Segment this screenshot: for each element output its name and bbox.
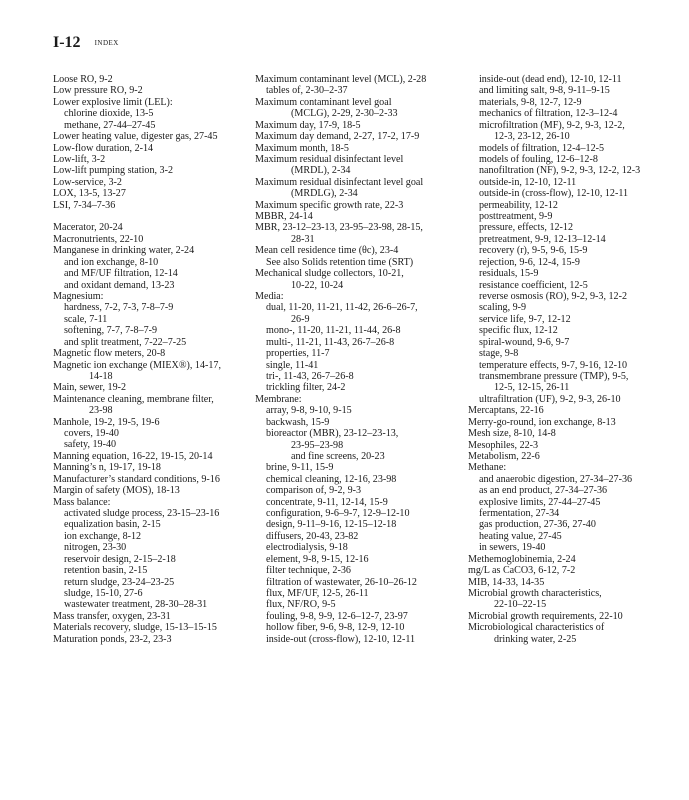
index-entry: Mechanical sludge collectors, 10-21, <box>255 268 404 280</box>
index-entry: configuration, 9-6–9-7, 12-9–12-10 <box>266 508 410 520</box>
index-entry: nanofiltration (NF), 9-2, 9-3, 12-2, 12-3 <box>479 165 641 177</box>
index-entry: properties, 11-7 <box>266 348 330 360</box>
index-entry: Low-lift, 3-2 <box>53 153 106 165</box>
index-entry: 14-18 <box>89 370 113 382</box>
index-entry: array, 9-8, 9-10, 9-15 <box>266 405 352 417</box>
index-entry: Membrane: <box>255 393 302 405</box>
index-entry: equalization basin, 2-15 <box>64 519 161 531</box>
index-entry: and fine screens, 20-23 <box>291 450 385 462</box>
index-entry: MBBR, 24-14 <box>255 211 313 223</box>
index-entry: Microbial growth characteristics, <box>468 587 602 599</box>
index-entry: Metabolism, 22-6 <box>468 450 540 462</box>
index-entry: nitrogen, 23-30 <box>64 542 127 554</box>
index-entry: hardness, 7-2, 7-3, 7-8–7-9 <box>64 302 174 314</box>
index-column-1 <box>53 74 249 645</box>
index-entry: Microbial growth requirements, 22-10 <box>468 610 623 622</box>
index-entry: Manufacturer’s standard conditions, 9-16 <box>53 473 220 485</box>
index-entry: Macronutrients, 22-10 <box>53 233 144 245</box>
index-entry: and anaerobic digestion, 27-34–27-36 <box>479 473 633 485</box>
index-entry: Microbiological characteristics of <box>468 622 605 634</box>
index-entry: Mass transfer, oxygen, 23-31 <box>53 610 171 622</box>
index-entry: Methane: <box>468 462 507 474</box>
index-entry: Magnetic ion exchange (MIEX®), 14-17, <box>53 359 221 371</box>
index-entry: mg/L as CaCO3, 6-12, 7-2 <box>468 565 576 577</box>
index-entry: LOX, 13-5, 13-27 <box>53 188 126 200</box>
index-entry: Loose RO, 9-2 <box>53 74 113 85</box>
index-entry: bioreactor (MBR), 23-12–23-13, <box>266 428 399 440</box>
index-entry: Maximum month, 18-5 <box>255 142 349 154</box>
index-entry: 23-95–23-98 <box>291 439 344 451</box>
index-entry: Manhole, 19-2, 19-5, 19-6 <box>53 416 160 428</box>
index-entry: reverse osmosis (RO), 9-2, 9-3, 12-2 <box>479 291 628 303</box>
index-entry: Maximum day demand, 2-27, 17-2, 17-9 <box>255 131 420 143</box>
index-entry: fermentation, 27-34 <box>479 508 560 520</box>
index-entry: pressure, effects, 12-12 <box>479 222 573 234</box>
index-entry: and limiting salt, 9-8, 9-11–9-15 <box>479 85 610 97</box>
index-entry: safety, 19-40 <box>64 439 117 451</box>
page-header <box>53 34 119 52</box>
index-entry: element, 9-8, 9-15, 12-16 <box>266 553 369 565</box>
index-entry: Macerator, 20-24 <box>53 222 123 234</box>
index-entry: Low pressure RO, 9-2 <box>53 85 143 97</box>
page-number: I-12 <box>53 34 81 51</box>
index-entry: models of fouling, 12-6–12-8 <box>479 153 598 165</box>
index-entry: temperature effects, 9-7, 9-16, 12-10 <box>479 359 628 371</box>
index-entry: MBR, 23-12–23-13, 23-95–23-98, 28-15, <box>255 222 423 234</box>
index-entry: trickling filter, 24-2 <box>266 382 346 394</box>
index-entry: Low-flow duration, 2-14 <box>53 142 154 154</box>
index-entry: and oxidant demand, 13-23 <box>64 279 175 291</box>
index-entry: and MF/UF filtration, 12-14 <box>64 268 178 280</box>
index-entry: Lower explosive limit (LEL): <box>53 96 173 108</box>
index-entry: 23-98 <box>89 405 113 417</box>
index-entry: filtration of wastewater, 26-10–26-12 <box>266 576 417 588</box>
index-entry: pretreatment, 9-9, 12-13–12-14 <box>479 233 606 245</box>
index-entry: scale, 7-11 <box>64 313 108 325</box>
index-entry: Maximum specific growth rate, 22-3 <box>255 199 404 211</box>
index-entry: wastewater treatment, 28-30–28-31 <box>64 599 208 611</box>
index-entry: Maturation ponds, 23-2, 23-3 <box>53 633 172 645</box>
index-entry: gas production, 27-36, 27-40 <box>479 519 596 531</box>
index-entry: 12-5, 12-15, 26-11 <box>494 382 570 394</box>
index-entry: Mean cell residence time (θc), 23-4 <box>255 245 399 257</box>
index-entry: resistance coefficient, 12-5 <box>479 279 588 291</box>
index-entry: diffusers, 20-43, 23-82 <box>266 530 359 542</box>
index-entry: Maximum contaminant level (MCL), 2-28 <box>255 74 427 85</box>
index-entry: 28-31 <box>291 233 315 245</box>
index-entry: dual, 11-20, 11-21, 11-42, 26-6–26-7, <box>266 302 418 314</box>
index-entry: softening, 7-7, 7-8–7-9 <box>64 325 158 337</box>
index-entry: Low-lift pumping station, 3-2 <box>53 165 173 177</box>
index-entry: inside-out (cross-flow), 12-10, 12-11 <box>266 633 416 645</box>
index-entry: Methemoglobinemia, 2-24 <box>468 553 576 565</box>
index-entry: fouling, 9-8, 9-9, 12-6–12-7, 23-97 <box>266 610 408 622</box>
index-entry: return sludge, 23-24–23-25 <box>64 576 175 588</box>
index-entry: (MRDLG), 2-34 <box>291 188 358 200</box>
index-entry: recovery (r), 9-5, 9-6, 15-9 <box>479 245 588 257</box>
index-entry: spiral-wound, 9-6, 9-7 <box>479 336 570 348</box>
index-entry: Maintenance cleaning, membrane filter, <box>53 393 214 405</box>
index-entry: Maximum contaminant level goal <box>255 96 392 108</box>
index-entry: Margin of safety (MOS), 18-13 <box>53 485 180 497</box>
index-entry: ultrafiltration (UF), 9-2, 9-3, 26-10 <box>479 393 621 405</box>
index-entry: as an end product, 27-34–27-36 <box>479 485 608 497</box>
index-entry: mechanics of filtration, 12-3–12-4 <box>479 108 618 120</box>
index-entry: Manning equation, 16-22, 19-15, 20-14 <box>53 450 213 462</box>
index-entry: Manning’s n, 19-17, 19-18 <box>53 462 161 474</box>
index-entry: chlorine dioxide, 13-5 <box>64 108 154 120</box>
index-entry: specific flux, 12-12 <box>479 325 558 337</box>
index-entry: Materials recovery, sludge, 15-13–15-15 <box>53 622 217 634</box>
index-entry: scaling, 9-9 <box>479 302 527 314</box>
index-entry: outside-in, 12-10, 12-11 <box>479 176 577 188</box>
index-entry: microfiltration (MF), 9-2, 9-3, 12-2, <box>479 119 625 131</box>
index-entry: permeability, 12-12 <box>479 199 558 211</box>
index-entry: Maximum residual disinfectant level <box>255 153 404 165</box>
running-head: INDEX <box>94 39 119 47</box>
index-entry: Maximum residual disinfectant level goal <box>255 176 424 188</box>
index-entry: retention basin, 2-15 <box>64 565 148 577</box>
index-entry: Magnetic flow meters, 20-8 <box>53 348 166 360</box>
index-entry: multi-, 11-21, 11-43, 26-7–26-8 <box>266 336 395 348</box>
index-entry: rejection, 9-6, 12-4, 15-9 <box>479 256 580 268</box>
index-entry: flux, MF/UF, 12-5, 26-11 <box>266 587 369 599</box>
index-entry: electrodialysis, 9-18 <box>266 542 348 554</box>
index-entry: 10-22, 10-24 <box>291 279 344 291</box>
index-entry: Main, sewer, 19-2 <box>53 382 127 394</box>
index-entry: transmembrane pressure (TMP), 9-5, <box>479 370 629 382</box>
index-entry: tri-, 11-43, 26-7–26-8 <box>266 370 354 382</box>
index-entry: service life, 9-7, 12-12 <box>479 313 571 325</box>
index-entry: LSI, 7-34–7-36 <box>53 199 116 211</box>
index-entry: flux, NF/RO, 9-5 <box>266 599 336 611</box>
index-entry: models of filtration, 12-4–12-5 <box>479 142 605 154</box>
index-entry: Mesophiles, 22-3 <box>468 439 539 451</box>
index-entry: materials, 9-8, 12-7, 12-9 <box>479 96 582 108</box>
index-entry: design, 9-11–9-16, 12-15–12-18 <box>266 519 397 531</box>
index-entry: explosive limits, 27-44–27-45 <box>479 496 601 508</box>
index-entry: in sewers, 19-40 <box>479 542 546 554</box>
index-entry: stage, 9-8 <box>479 348 519 360</box>
index-entry: mono-, 11-20, 11-21, 11-44, 26-8 <box>266 325 401 337</box>
index-entry: 22-10–22-15 <box>494 599 547 611</box>
index-entry: Lower heating value, digester gas, 27-45 <box>53 131 218 143</box>
index-entry: ion exchange, 8-12 <box>64 530 142 542</box>
index-entry: MIB, 14-33, 14-35 <box>468 576 545 588</box>
index-entry: Mass balance: <box>53 496 111 508</box>
index-column-3 <box>468 74 683 645</box>
index-column-2 <box>255 74 465 645</box>
index-entry: drinking water, 2-25 <box>494 633 577 645</box>
index-entry: Mesh size, 8-10, 14-8 <box>468 428 556 440</box>
index-entry: sludge, 15-10, 27-6 <box>64 587 143 599</box>
index-entry: hollow fiber, 9-6, 9-8, 12-9, 12-10 <box>266 622 405 634</box>
index-entry: comparison of, 9-2, 9-3 <box>266 485 362 497</box>
index-entry: Mercaptans, 22-16 <box>468 405 544 417</box>
index-entry: residuals, 15-9 <box>479 268 539 280</box>
index-entry: chemical cleaning, 12-16, 23-98 <box>266 473 397 485</box>
index-entry: heating value, 27-45 <box>479 530 562 542</box>
index-entry: 12-3, 23-12, 26-10 <box>494 131 570 143</box>
index-entry: Low-service, 3-2 <box>53 176 122 188</box>
index-entry: and ion exchange, 8-10 <box>64 256 159 268</box>
index-entry: inside-out (dead end), 12-10, 12-11 <box>479 74 622 85</box>
index-entry: methane, 27-44–27-45 <box>64 119 156 131</box>
index-entry: Merry-go-round, ion exchange, 8-13 <box>468 416 616 428</box>
index-entry: (MRDL), 2-34 <box>291 165 351 177</box>
index-entry: concentrate, 9-11, 12-14, 15-9 <box>266 496 388 508</box>
index-entry: filter technique, 2-36 <box>266 565 351 577</box>
index-entry: Maximum day, 17-9, 18-5 <box>255 119 361 131</box>
index-entry: tables of, 2-30–2-37 <box>266 85 348 97</box>
index-entry: covers, 19-40 <box>64 428 119 440</box>
index-entry: and split treatment, 7-22–7-25 <box>64 336 187 348</box>
index-gap <box>53 211 249 222</box>
index-entry: brine, 9-11, 15-9 <box>266 462 334 474</box>
index-entry: See also Solids retention time (SRT) <box>266 256 414 268</box>
index-entry: 26-9 <box>291 313 310 325</box>
index-entry: backwash, 15-9 <box>266 416 330 428</box>
index-entry: Manganese in drinking water, 2-24 <box>53 245 195 257</box>
index-entry: Magnesium: <box>53 291 104 302</box>
index-entry: reservoir design, 2-15–2-18 <box>64 553 176 565</box>
index-entry: activated sludge process, 23-15–23-16 <box>64 508 220 520</box>
index-entry: single, 11-41 <box>266 359 319 371</box>
index-entry: Media: <box>255 291 284 303</box>
index-entry: posttreatment, 9-9 <box>479 211 553 223</box>
index-entry: outside-in (cross-flow), 12-10, 12-11 <box>479 188 629 200</box>
index-entry: (MCLG), 2-29, 2-30–2-33 <box>291 108 398 120</box>
